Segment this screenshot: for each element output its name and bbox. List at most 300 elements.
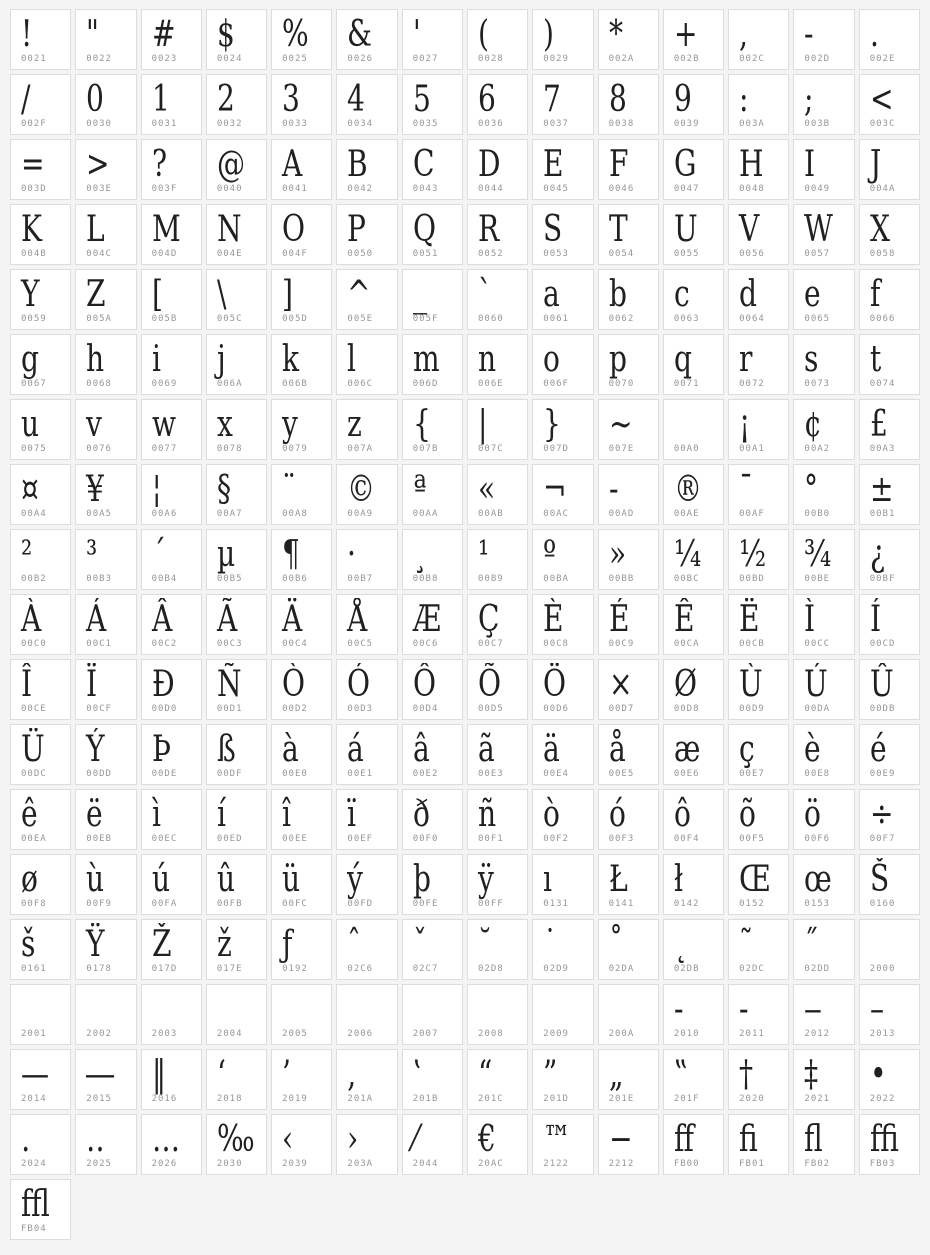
- glyph-cell-0046[interactable]: [598, 139, 659, 200]
- glyph-cell-203A[interactable]: [336, 1114, 397, 1175]
- glyph-cell-0054[interactable]: [598, 204, 659, 265]
- codepoint-label: 0051: [412, 249, 439, 259]
- glyph: ï: [347, 794, 357, 835]
- glyph-cell-00E0[interactable]: [271, 724, 332, 785]
- glyph-cell-201C[interactable]: [467, 1049, 528, 1110]
- glyph-cell-007D[interactable]: [532, 399, 593, 460]
- glyph: »: [608, 534, 626, 575]
- glyph-cell-00C9[interactable]: [598, 594, 659, 655]
- glyph: ƒ: [282, 924, 293, 965]
- glyph-cell-0039[interactable]: [663, 74, 724, 135]
- glyph-cell-0053[interactable]: [532, 204, 593, 265]
- glyph-cell-0073[interactable]: [793, 334, 854, 395]
- glyph-cell-006C[interactable]: [336, 334, 397, 395]
- glyph-cell-00A4[interactable]: [10, 464, 71, 525]
- glyph-cell-00DB[interactable]: [859, 659, 920, 720]
- codepoint-label: 00A3: [869, 444, 896, 454]
- glyph: Ä: [282, 599, 303, 640]
- glyph-cell-2007[interactable]: [402, 984, 463, 1045]
- glyph-cell-00B0[interactable]: [793, 464, 854, 525]
- glyph-cell-00CE[interactable]: [10, 659, 71, 720]
- glyph-cell-002A[interactable]: [598, 9, 659, 70]
- glyph-cell-0070[interactable]: [598, 334, 659, 395]
- glyph-cell-0058[interactable]: [859, 204, 920, 265]
- codepoint-label: 0058: [869, 249, 896, 259]
- glyph-cell-00AD[interactable]: [598, 464, 659, 525]
- glyph-cell-00A1[interactable]: [728, 399, 789, 460]
- glyph-cell-0022[interactable]: [75, 9, 136, 70]
- glyph-cell-00F8[interactable]: [10, 854, 71, 915]
- glyph-cell-0049[interactable]: [793, 139, 854, 200]
- glyph-cell-FB02[interactable]: [793, 1114, 854, 1175]
- glyph-cell-00D2[interactable]: [271, 659, 332, 720]
- glyph-cell-00FE[interactable]: [402, 854, 463, 915]
- codepoint-label: 00E1: [347, 769, 374, 779]
- glyph-cell-02C7[interactable]: [402, 919, 463, 980]
- glyph: ¹: [477, 534, 490, 575]
- glyph-cell-005E[interactable]: [336, 269, 397, 330]
- glyph-cell-007B[interactable]: [402, 399, 463, 460]
- glyph-cell-00AF[interactable]: [728, 464, 789, 525]
- glyph-cell-0067[interactable]: [10, 334, 71, 395]
- glyph-cell-00E8[interactable]: [793, 724, 854, 785]
- glyph-cell-2026[interactable]: [141, 1114, 202, 1175]
- glyph-cell-00F7[interactable]: [859, 789, 920, 850]
- glyph-cell-201E[interactable]: [598, 1049, 659, 1110]
- glyph: €: [477, 1119, 496, 1160]
- glyph-cell-007C[interactable]: [467, 399, 528, 460]
- glyph-cell-00A8[interactable]: [271, 464, 332, 525]
- glyph-cell-00E9[interactable]: [859, 724, 920, 785]
- glyph-cell-0075[interactable]: [10, 399, 71, 460]
- glyph-cell-00FB[interactable]: [206, 854, 267, 915]
- glyph-cell-00B6[interactable]: [271, 529, 332, 590]
- glyph-cell-00A7[interactable]: [206, 464, 267, 525]
- glyph-cell-00C3[interactable]: [206, 594, 267, 655]
- glyph: ç: [739, 729, 755, 770]
- glyph-cell-00F9[interactable]: [75, 854, 136, 915]
- glyph-cell-0068[interactable]: [75, 334, 136, 395]
- glyph-cell-20AC[interactable]: [467, 1114, 528, 1175]
- glyph-cell-003F[interactable]: [141, 139, 202, 200]
- glyph-cell-00D4[interactable]: [402, 659, 463, 720]
- glyph-cell-003E[interactable]: [75, 139, 136, 200]
- glyph-cell-00C4[interactable]: [271, 594, 332, 655]
- glyph-cell-00A5[interactable]: [75, 464, 136, 525]
- glyph-cell-005B[interactable]: [141, 269, 202, 330]
- glyph-cell-00E3[interactable]: [467, 724, 528, 785]
- glyph-cell-005D[interactable]: [271, 269, 332, 330]
- glyph-cell-00ED[interactable]: [206, 789, 267, 850]
- glyph: ': [412, 14, 421, 55]
- glyph-cell-0152[interactable]: [728, 854, 789, 915]
- glyph-cell-00CC[interactable]: [793, 594, 854, 655]
- glyph-cell-FB01[interactable]: [728, 1114, 789, 1175]
- glyph-cell-0142[interactable]: [663, 854, 724, 915]
- glyph: O: [282, 209, 306, 250]
- glyph-cell-02DD[interactable]: [793, 919, 854, 980]
- glyph-cell-00E7[interactable]: [728, 724, 789, 785]
- glyph-cell-00BA[interactable]: [532, 529, 593, 590]
- glyph-cell-0026[interactable]: [336, 9, 397, 70]
- glyph: ¸: [412, 534, 427, 575]
- glyph-cell-00C1[interactable]: [75, 594, 136, 655]
- glyph-cell-00D5[interactable]: [467, 659, 528, 720]
- glyph-cell-2021[interactable]: [793, 1049, 854, 1110]
- glyph-cell-2016[interactable]: [141, 1049, 202, 1110]
- glyph-cell-006A[interactable]: [206, 334, 267, 395]
- glyph-cell-0074[interactable]: [859, 334, 920, 395]
- glyph-cell-0078[interactable]: [206, 399, 267, 460]
- codepoint-label: 0071: [673, 379, 700, 389]
- codepoint-label: 00EF: [347, 834, 374, 844]
- glyph-cell-2044[interactable]: [402, 1114, 463, 1175]
- glyph-cell-004F[interactable]: [271, 204, 332, 265]
- glyph-cell-002B[interactable]: [663, 9, 724, 70]
- glyph-cell-00EB[interactable]: [75, 789, 136, 850]
- codepoint-label: 2003: [151, 1029, 178, 1039]
- codepoint-label: 003D: [21, 184, 47, 194]
- glyph-cell-00D1[interactable]: [206, 659, 267, 720]
- glyph-cell-FB04[interactable]: [10, 1179, 71, 1240]
- glyph-cell-2212[interactable]: [598, 1114, 659, 1175]
- glyph-cell-00C7[interactable]: [467, 594, 528, 655]
- glyph-cell-0023[interactable]: [141, 9, 202, 70]
- glyph-cell-0050[interactable]: [336, 204, 397, 265]
- glyph-cell-006E[interactable]: [467, 334, 528, 395]
- glyph-cell-002D[interactable]: [793, 9, 854, 70]
- glyph-cell-00F5[interactable]: [728, 789, 789, 850]
- glyph-cell-00B9[interactable]: [467, 529, 528, 590]
- glyph-cell-00C5[interactable]: [336, 594, 397, 655]
- glyph-cell-0027[interactable]: [402, 9, 463, 70]
- glyph-cell-00F3[interactable]: [598, 789, 659, 850]
- glyph-cell-00CA[interactable]: [663, 594, 724, 655]
- glyph-cell-00B3[interactable]: [75, 529, 136, 590]
- glyph-cell-2004[interactable]: [206, 984, 267, 1045]
- glyph-cell-00E5[interactable]: [598, 724, 659, 785]
- codepoint-label: 00DD: [86, 769, 112, 779]
- glyph-cell-2012[interactable]: [793, 984, 854, 1045]
- glyph-cell-02C6[interactable]: [336, 919, 397, 980]
- glyph-cell-00DF[interactable]: [206, 724, 267, 785]
- glyph-cell-00BF[interactable]: [859, 529, 920, 590]
- glyph-cell-2020[interactable]: [728, 1049, 789, 1110]
- glyph-cell-2019[interactable]: [271, 1049, 332, 1110]
- glyph-cell-004B[interactable]: [10, 204, 71, 265]
- glyph-cell-00E6[interactable]: [663, 724, 724, 785]
- glyph-cell-00E4[interactable]: [532, 724, 593, 785]
- glyph-cell-0077[interactable]: [141, 399, 202, 460]
- glyph-cell-0033[interactable]: [271, 74, 332, 135]
- glyph-cell-00B4[interactable]: [141, 529, 202, 590]
- glyph-cell-00C0[interactable]: [10, 594, 71, 655]
- glyph-cell-2030[interactable]: [206, 1114, 267, 1175]
- glyph-cell-0059[interactable]: [10, 269, 71, 330]
- glyph-cell-2013[interactable]: [859, 984, 920, 1045]
- glyph-cell-00A6[interactable]: [141, 464, 202, 525]
- glyph-cell-2009[interactable]: [532, 984, 593, 1045]
- glyph-cell-0072[interactable]: [728, 334, 789, 395]
- glyph-cell-00A3[interactable]: [859, 399, 920, 460]
- glyph-cell-005F[interactable]: [402, 269, 463, 330]
- glyph-cell-0052[interactable]: [467, 204, 528, 265]
- glyph-cell-00FA[interactable]: [141, 854, 202, 915]
- glyph-cell-007E[interactable]: [598, 399, 659, 460]
- glyph-cell-2024[interactable]: [10, 1114, 71, 1175]
- glyph: ³: [86, 534, 98, 575]
- glyph-cell-0071[interactable]: [663, 334, 724, 395]
- glyph-cell-00A0[interactable]: [663, 399, 724, 460]
- glyph-cell-00D0[interactable]: [141, 659, 202, 720]
- glyph-cell-00E2[interactable]: [402, 724, 463, 785]
- glyph-cell-0040[interactable]: [206, 139, 267, 200]
- codepoint-label: 0062: [608, 314, 635, 324]
- glyph: ä: [543, 729, 561, 770]
- codepoint-label: 0030: [86, 119, 112, 129]
- glyph-cell-005C[interactable]: [206, 269, 267, 330]
- glyph: <: [869, 79, 894, 120]
- glyph-cell-0025[interactable]: [271, 9, 332, 70]
- glyph-cell-00BD[interactable]: [728, 529, 789, 590]
- glyph-cell-00FD[interactable]: [336, 854, 397, 915]
- glyph-cell-2006[interactable]: [336, 984, 397, 1045]
- glyph-cell-02DB[interactable]: [663, 919, 724, 980]
- glyph-cell-0024[interactable]: [206, 9, 267, 70]
- glyph-cell-02DC[interactable]: [728, 919, 789, 980]
- glyph: [347, 985, 396, 1029]
- codepoint-label: 00C7: [477, 639, 504, 649]
- glyph-cell-0043[interactable]: [402, 139, 463, 200]
- glyph: >: [86, 144, 110, 185]
- glyph-cell-00BE[interactable]: [793, 529, 854, 590]
- glyph-cell-00B2[interactable]: [10, 529, 71, 590]
- glyph-cell-201A[interactable]: [336, 1049, 397, 1110]
- glyph-cell-0161[interactable]: [10, 919, 71, 980]
- glyph-cell-00D8[interactable]: [663, 659, 724, 720]
- glyph-cell-0061[interactable]: [532, 269, 593, 330]
- glyph-cell-0041[interactable]: [271, 139, 332, 200]
- glyph-cell-0036[interactable]: [467, 74, 528, 135]
- glyph-cell-200A[interactable]: [598, 984, 659, 1045]
- glyph-cell-00CF[interactable]: [75, 659, 136, 720]
- glyph-cell-201D[interactable]: [532, 1049, 593, 1110]
- glyph-cell-2011[interactable]: [728, 984, 789, 1045]
- glyph-cell-00D9[interactable]: [728, 659, 789, 720]
- glyph-cell-0034[interactable]: [336, 74, 397, 135]
- codepoint-label: 0032: [216, 119, 243, 129]
- glyph-cell-2122[interactable]: [532, 1114, 593, 1175]
- glyph-cell-00EE[interactable]: [271, 789, 332, 850]
- glyph-cell-002C[interactable]: [728, 9, 789, 70]
- glyph: œ: [804, 859, 833, 900]
- glyph-cell-002E[interactable]: [859, 9, 920, 70]
- codepoint-label: 2018: [216, 1094, 243, 1104]
- glyph-cell-0064[interactable]: [728, 269, 789, 330]
- glyph-cell-00F1[interactable]: [467, 789, 528, 850]
- glyph-cell-00B7[interactable]: [336, 529, 397, 590]
- glyph-cell-2014[interactable]: [10, 1049, 71, 1110]
- glyph-cell-2000[interactable]: [859, 919, 920, 980]
- glyph-cell-00F0[interactable]: [402, 789, 463, 850]
- codepoint-label: 00A4: [21, 509, 47, 519]
- glyph-cell-2001[interactable]: [10, 984, 71, 1045]
- glyph-cell-00AC[interactable]: [532, 464, 593, 525]
- glyph-cell-005A[interactable]: [75, 269, 136, 330]
- glyph-cell-2025[interactable]: [75, 1114, 136, 1175]
- glyph-cell-0141[interactable]: [598, 854, 659, 915]
- glyph-cell-0021[interactable]: [10, 9, 71, 70]
- glyph-cell-00F4[interactable]: [663, 789, 724, 850]
- codepoint-label: 2030: [216, 1159, 243, 1169]
- glyph-cell-017E[interactable]: [206, 919, 267, 980]
- glyph-cell-00F6[interactable]: [793, 789, 854, 850]
- glyph-cell-0160[interactable]: [859, 854, 920, 915]
- glyph-cell-02DA[interactable]: [598, 919, 659, 980]
- glyph-cell-003C[interactable]: [859, 74, 920, 135]
- glyph-cell-0055[interactable]: [663, 204, 724, 265]
- glyph-cell-00FC[interactable]: [271, 854, 332, 915]
- glyph-cell-003B[interactable]: [793, 74, 854, 135]
- glyph-cell-0047[interactable]: [663, 139, 724, 200]
- glyph-cell-004A[interactable]: [859, 139, 920, 200]
- glyph-cell-00C2[interactable]: [141, 594, 202, 655]
- codepoint-label: 0054: [608, 249, 635, 259]
- glyph-cell-0035[interactable]: [402, 74, 463, 135]
- glyph-cell-201F[interactable]: [663, 1049, 724, 1110]
- glyph-cell-00BB[interactable]: [598, 529, 659, 590]
- glyph-cell-0045[interactable]: [532, 139, 593, 200]
- glyph-cell-00E1[interactable]: [336, 724, 397, 785]
- glyph-cell-0031[interactable]: [141, 74, 202, 135]
- glyph: R: [477, 209, 500, 250]
- codepoint-label: 02DC: [739, 964, 765, 974]
- glyph-cell-006F[interactable]: [532, 334, 593, 395]
- glyph-cell-2005[interactable]: [271, 984, 332, 1045]
- glyph-cell-00D6[interactable]: [532, 659, 593, 720]
- glyph-cell-2015[interactable]: [75, 1049, 136, 1110]
- glyph-cell-0063[interactable]: [663, 269, 724, 330]
- glyph-cell-2039[interactable]: [271, 1114, 332, 1175]
- glyph-cell-00EA[interactable]: [10, 789, 71, 850]
- glyph: ©: [347, 469, 376, 510]
- glyph-cell-00DD[interactable]: [75, 724, 136, 785]
- glyph-cell-0065[interactable]: [793, 269, 854, 330]
- glyph-cell-006B[interactable]: [271, 334, 332, 395]
- glyph-cell-00EF[interactable]: [336, 789, 397, 850]
- glyph-cell-004C[interactable]: [75, 204, 136, 265]
- glyph-cell-00B5[interactable]: [206, 529, 267, 590]
- glyph-cell-00C6[interactable]: [402, 594, 463, 655]
- codepoint-label: 0161: [21, 964, 47, 974]
- glyph-cell-0062[interactable]: [598, 269, 659, 330]
- glyph-cell-00CD[interactable]: [859, 594, 920, 655]
- glyph-cell-0029[interactable]: [532, 9, 593, 70]
- glyph-cell-00C8[interactable]: [532, 594, 593, 655]
- glyph-cell-004D[interactable]: [141, 204, 202, 265]
- glyph-cell-00B8[interactable]: [402, 529, 463, 590]
- codepoint-label: 00D5: [477, 704, 504, 714]
- glyph-cell-0060[interactable]: [467, 269, 528, 330]
- glyph-cell-FB03[interactable]: [859, 1114, 920, 1175]
- glyph-cell-007A[interactable]: [336, 399, 397, 460]
- glyph-cell-00EC[interactable]: [141, 789, 202, 850]
- glyph-cell-201B[interactable]: [402, 1049, 463, 1110]
- glyph-cell-00B1[interactable]: [859, 464, 920, 525]
- glyph-cell-00D3[interactable]: [336, 659, 397, 720]
- glyph-cell-004E[interactable]: [206, 204, 267, 265]
- glyph: Ò: [282, 664, 306, 705]
- glyph-cell-006D[interactable]: [402, 334, 463, 395]
- glyph: M: [151, 209, 181, 250]
- glyph-cell-2008[interactable]: [467, 984, 528, 1045]
- glyph-cell-0032[interactable]: [206, 74, 267, 135]
- glyph-cell-003D[interactable]: [10, 139, 71, 200]
- glyph-cell-00FF[interactable]: [467, 854, 528, 915]
- glyph-cell-0038[interactable]: [598, 74, 659, 135]
- glyph-cell-2010[interactable]: [663, 984, 724, 1045]
- glyph: ;: [804, 79, 814, 120]
- glyph-cell-003A[interactable]: [728, 74, 789, 135]
- glyph-cell-02D9[interactable]: [532, 919, 593, 980]
- glyph-cell-002F[interactable]: [10, 74, 71, 135]
- glyph-cell-2022[interactable]: [859, 1049, 920, 1110]
- glyph-cell-00AB[interactable]: [467, 464, 528, 525]
- glyph-cell-00BC[interactable]: [663, 529, 724, 590]
- glyph-cell-2002[interactable]: [75, 984, 136, 1045]
- glyph-cell-0066[interactable]: [859, 269, 920, 330]
- glyph-cell-2003[interactable]: [141, 984, 202, 1045]
- glyph-cell-0079[interactable]: [271, 399, 332, 460]
- glyph-cell-0192[interactable]: [271, 919, 332, 980]
- glyph-cell-0057[interactable]: [793, 204, 854, 265]
- glyph-cell-00AA[interactable]: [402, 464, 463, 525]
- glyph-cell-0048[interactable]: [728, 139, 789, 200]
- glyph-cell-0044[interactable]: [467, 139, 528, 200]
- glyph-cell-0076[interactable]: [75, 399, 136, 460]
- glyph-cell-00DA[interactable]: [793, 659, 854, 720]
- glyph-cell-00A2[interactable]: [793, 399, 854, 460]
- glyph-cell-2018[interactable]: [206, 1049, 267, 1110]
- glyph: L: [86, 209, 105, 250]
- glyph-cell-0069[interactable]: [141, 334, 202, 395]
- glyph-cell-00DC[interactable]: [10, 724, 71, 785]
- glyph-cell-0056[interactable]: [728, 204, 789, 265]
- glyph: ü: [282, 859, 301, 900]
- codepoint-label: 002E: [869, 54, 896, 64]
- glyph: ¥: [86, 469, 105, 510]
- glyph-cell-0037[interactable]: [532, 74, 593, 135]
- glyph-cell-00AE[interactable]: [663, 464, 724, 525]
- glyph-cell-00F2[interactable]: [532, 789, 593, 850]
- glyph-cell-FB00[interactable]: [663, 1114, 724, 1175]
- glyph-cell-00DE[interactable]: [141, 724, 202, 785]
- glyph-cell-02D8[interactable]: [467, 919, 528, 980]
- glyph-cell-0051[interactable]: [402, 204, 463, 265]
- glyph-cell-0030[interactable]: [75, 74, 136, 135]
- glyph-cell-017D[interactable]: [141, 919, 202, 980]
- glyph-cell-0028[interactable]: [467, 9, 528, 70]
- glyph-cell-0178[interactable]: [75, 919, 136, 980]
- glyph-cell-00CB[interactable]: [728, 594, 789, 655]
- glyph-cell-0042[interactable]: [336, 139, 397, 200]
- glyph: E: [543, 144, 564, 185]
- glyph-cell-0131[interactable]: [532, 854, 593, 915]
- glyph-cell-00D7[interactable]: [598, 659, 659, 720]
- glyph: Q: [412, 209, 436, 250]
- glyph-cell-0153[interactable]: [793, 854, 854, 915]
- glyph-cell-00A9[interactable]: [336, 464, 397, 525]
